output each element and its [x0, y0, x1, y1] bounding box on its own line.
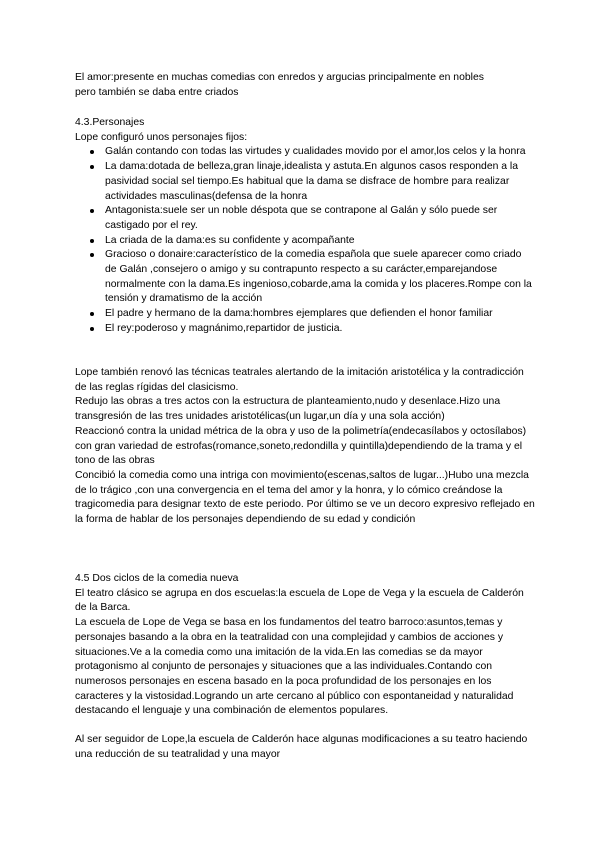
list-item: El rey:poderoso y magnánimo,repartidor de justicia.	[87, 322, 535, 337]
section-dos-ciclos	[75, 572, 535, 762]
section-lead: Lope configuró unos personajes fijos:	[75, 131, 248, 143]
section-heading: 4.5 Dos ciclos de la comedia nueva	[75, 573, 239, 584]
section-personajes	[75, 116, 535, 337]
list-item: Galán contando con todas las virtudes y cualidades movido por el amor,los celos y la honra	[87, 145, 535, 160]
list-item: La criada de la dama:es su confidente y acompañante	[87, 234, 535, 249]
paragraph: Al ser seguidor de Lope,la escuela de Calderón hace algunas modificaciones a su teatro haciendo una reducción de su teatralidad y una mayor	[75, 734, 528, 760]
paragraph: Reaccionó contra la unidad métrica de la obra y uso de la polimetría(endecasílabos y octosílabos) con gran variedad de estrofas(romance,soneto,redondilla y quintilla)dependiendo de la trama y el tono de las obras	[75, 425, 527, 467]
intro-line: El amor:presente en muchas comedias con enredos y argucias principalmente en nobles	[75, 72, 484, 83]
paragraph: Concibió la comedia como una intriga con movimiento(escenas,saltos de lugar...)Hubo una mezcla de lo trágico ,con una convergencia en el tema del amor y la honra, y lo cómico creándose la tragicomedia para designar texto de este periodo. Por último se ve un decoro expresivo reflejado en la forma de hablar de los personajes dependiendo de su edad y condición	[75, 469, 535, 526]
list-item: Antagonista:suele ser un noble déspota que se contrapone al Galán y sólo puede ser castigado por el rey.	[87, 204, 535, 233]
list-item: La dama:dotada de belleza,gran linaje,idealista y astuta.En algunos casos responden a la pasividad social sel tiempo.Es habitual que la dama se disfrace de hombre para realizar actividades masculinas(defensa de la honra	[87, 160, 535, 204]
section-heading: 4.3.Personajes	[75, 117, 145, 128]
intro-line: pero también se daba entre criados	[75, 86, 239, 98]
paragraph: El teatro clásico se agrupa en dos escuelas:la escuela de Lope de Vega y la escuela de Calderón de la Barca.	[75, 587, 524, 614]
character-list	[87, 145, 535, 336]
paragraph: La escuela de Lope de Vega se basa en los fundamentos del teatro barroco:asuntos,temas y personajes basando a la obra en la teatralidad con una complejidad y cambios de acciones y situaciones.Ve a la comedia como una imitación de la vida.En las comedias se da mayor protagonismo al conjunto de personajes y situaciones que a las individuales.Contando con numerosos personajes en escena basado en la poca profundidad de los personajes en los caracteres y la vistosidad.Logrando un arte cercano al público con espontaneidad y naturalidad destacando el lenguaje y una combinación de elementos populares.	[75, 617, 514, 717]
lope-innovations	[75, 366, 535, 528]
list-item: El padre y hermano de la dama:hombres ejemplares que defienden el honor familiar	[87, 307, 535, 322]
paragraph: Redujo las obras a tres actos con la estructura de planteamiento,nudo y desenlace.Hizo una transgresión de las tres unidades aristotélicas(un lugar,un día y una sola acción)	[75, 396, 501, 423]
intro-paragraph	[75, 71, 535, 100]
list-item: Gracioso o donaire:característico de la comedia española que suele aparecer como criado de Galán ,consejero o amigo y su contrapunto respecto a su carácter,emparejandose normalmente con la dama.Es ingenioso,cobarde,ama la comida y los placeres.Rompe con la tensión y dramatismo de la acción	[87, 248, 535, 307]
paragraph: Lope también renovó las técnicas teatrales alertando de la imitación aristotélica y la contradicción de las reglas rígidas del clasicismo.	[75, 367, 524, 393]
